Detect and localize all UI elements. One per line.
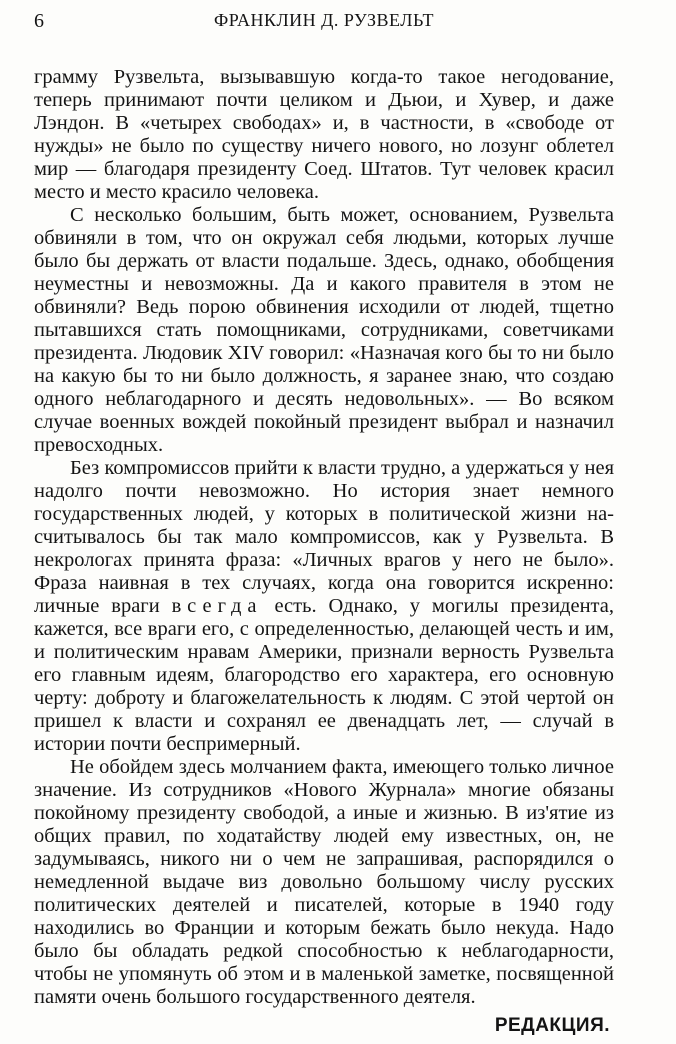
editorial-signature: РЕДАКЦИЯ.: [494, 1015, 610, 1036]
paragraph-2: С несколько большим, быть может, основанием, Рузвельта обвиняли в том, что он окружал себя людьми, которых лучше было бы держать от власти подальше. Здесь, однако, обобщения неуместны и невозможны. Да и какого правителя в этом не обвиняли? Ведь порою обвинения исходили от людей, тщетно пытавшихся стать помощниками, сотрудниками, советчиками президента. Людовик XIV говорил: «Назначая кого бы то ни было на какую бы то ни было должность, я заранее знаю, что создаю одного неблагодарного и десять недовольных». — Во всяком случае военных вождей покойный президент выбрал и назначил превосходных.: [34, 204, 614, 456]
page-number: 6: [34, 10, 44, 32]
paragraph-3-start: Без компромиссов прийти к власти трудно, а удержаться у нея надолго почти невозможно. Но история знает немного государственных людей, у которых в политической жизни насчитывалось бы так мало компромиссов, как у Рузвельта. В некрологах принята фраза: «Личных врагов у него не было». Фраза наивная в тех случаях, когда она говорится искренно: личные враги: [34, 457, 614, 617]
paragraph-1: грамму Рузвельта, вызывавшую когда-то такое негодование, теперь принимают почти целиком и Дьюи, и Хувер, и даже Лэндон. В «четырех свободах» и, в частности, в «свободе от нужды» не было по существу ничего нового, но лозунг облетел мир — благодаря президенту Соед. Штатов. Тут человек красил место и место красило человека.: [34, 66, 614, 203]
article-body: [34, 66, 614, 1009]
paragraph-3: [34, 457, 614, 756]
spaced-emphasis-word: всегда: [171, 595, 263, 617]
paragraph-3-end: есть. Однако, у могилы президента, кажется, все враги его, с определенностью, делающей честь и им, и политическим нравам Америки, признали верность Рузвельта его главным идеям, благородство его характера, его основную черту: доброту и благожелательность к людям. С этой чертой он пришел к власти и сохранял ее двенадцать лет, — случай в истории почти беспримерный.: [34, 595, 614, 755]
page-header: [34, 10, 614, 36]
running-head: ФРАНКЛИН Д. РУЗВЕЛЬТ: [214, 10, 434, 30]
paragraph-4: Не обойдем здесь молчанием факта, имеющего только личное значение. Из сотрудников «Нового Журнала» многие обязаны покойному президенту свободой, а иные и жизнью. В из'ятие из общих правил, по ходатайству людей ему известных, он, не задумываясь, никого ни о чем не запрашивая, распорядился о немедленной выдаче виз довольно большому числу русских политических деятелей и писателей, которые в 1940 году находились во Франции и которым бежать было некуда. Надо было бы обладать редкой способностью к неблагодарности, чтобы не упомянуть об этом и в маленькой заметке, посвященной памяти очень большого государственного деятеля.: [34, 756, 614, 1008]
